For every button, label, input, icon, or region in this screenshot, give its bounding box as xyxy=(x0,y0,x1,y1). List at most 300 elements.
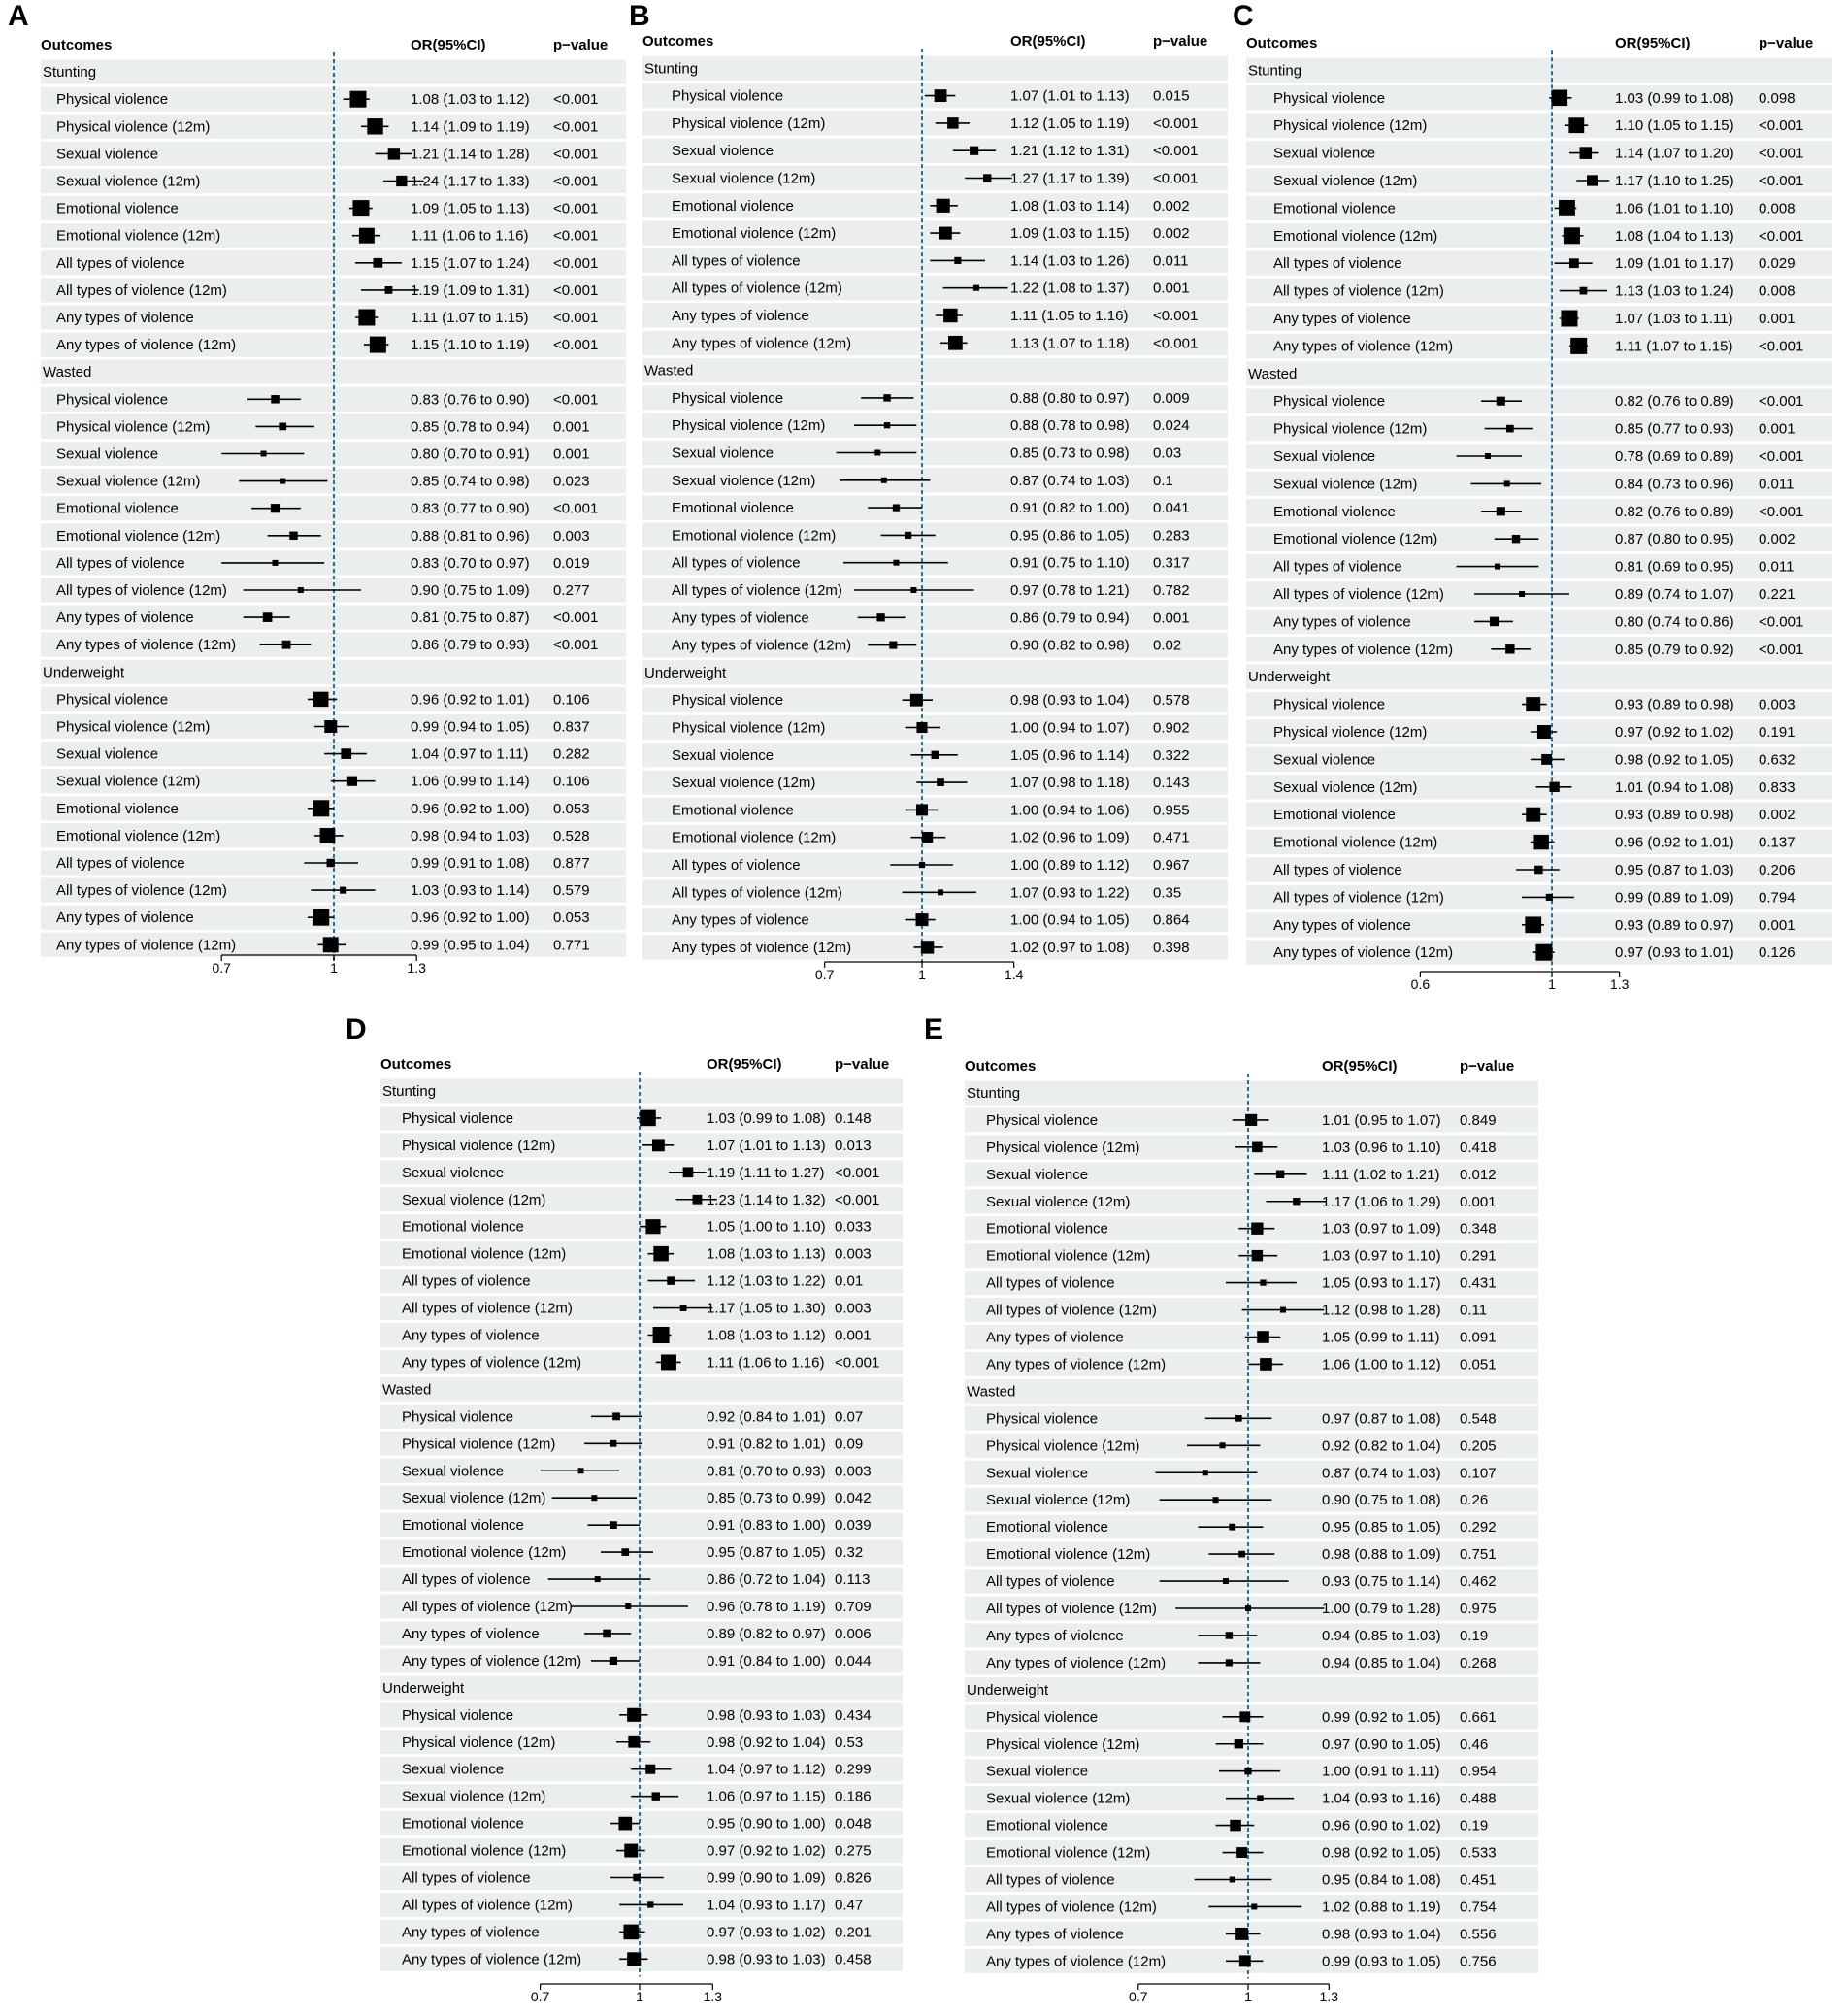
p-value-text: 0.001 xyxy=(553,418,590,436)
outcome-label: All types of violence xyxy=(672,554,801,572)
or-ci-text: 0.98 (0.94 to 1.03) xyxy=(411,827,530,844)
or-marker xyxy=(1559,200,1575,216)
outcome-label: Any types of violence xyxy=(986,1926,1124,1943)
or-ci-text: 1.08 (1.03 to 1.12) xyxy=(411,91,530,109)
row-stripe xyxy=(965,1379,1538,1404)
outcome-label: Physical violence (12m) xyxy=(402,1734,556,1751)
outcome-label: Emotional violence (12m) xyxy=(402,1544,567,1562)
or-ci-text: 1.17 (1.10 to 1.25) xyxy=(1615,173,1734,189)
or-ci-text: 0.94 (0.85 to 1.04) xyxy=(1322,1654,1441,1671)
outcome-label: Physical violence xyxy=(986,1708,1099,1726)
or-marker xyxy=(905,532,911,539)
p-value-text: 0.106 xyxy=(553,691,590,709)
or-ci-text: 1.11 (1.05 to 1.16) xyxy=(1010,308,1129,324)
or-ci-text: 1.03 (0.97 to 1.09) xyxy=(1322,1220,1441,1238)
p-value-text: <0.001 xyxy=(553,637,599,654)
outcome-label: Physical violence xyxy=(1273,696,1386,713)
or-marker xyxy=(915,913,928,926)
or-ci-text: 0.98 (0.93 to 1.04) xyxy=(1322,1926,1441,1943)
or-ci-text: 0.98 (0.93 to 1.03) xyxy=(707,1706,826,1724)
or-marker xyxy=(1235,1415,1242,1422)
p-value-text: 0.006 xyxy=(835,1625,872,1642)
outcome-label: Emotional violence xyxy=(672,197,794,215)
p-value-text: 0.205 xyxy=(1460,1438,1497,1455)
group-label: Stunting xyxy=(43,64,97,82)
p-value-text: <0.001 xyxy=(1153,115,1199,132)
or-marker xyxy=(1490,617,1499,627)
or-ci-text: 1.02 (0.88 to 1.19) xyxy=(1322,1899,1441,1916)
col-header-outcomes: Outcomes xyxy=(965,1058,1037,1074)
p-value-text: 0.013 xyxy=(835,1137,872,1154)
or-ci-text: 0.81 (0.75 to 0.87) xyxy=(411,610,530,627)
or-marker xyxy=(1260,1279,1266,1285)
or-marker xyxy=(893,504,900,511)
outcome-label: All types of violence xyxy=(986,1274,1115,1292)
p-value-text: 0.954 xyxy=(1460,1763,1497,1780)
p-value-text: 0.09 xyxy=(835,1436,864,1453)
or-marker xyxy=(1252,1142,1263,1153)
p-value-text: <0.001 xyxy=(1759,448,1804,465)
row-stripe xyxy=(642,358,1228,382)
or-ci-text: 1.03 (0.97 to 1.10) xyxy=(1322,1247,1441,1265)
outcome-label: Sexual violence (12m) xyxy=(402,1788,546,1805)
or-ci-text: 0.85 (0.74 to 0.98) xyxy=(411,473,530,490)
outcome-label: Any types of violence xyxy=(1273,613,1411,631)
or-marker xyxy=(1245,1605,1251,1611)
p-value-text: 0.053 xyxy=(553,909,590,927)
outcome-label: Physical violence (12m) xyxy=(56,118,211,136)
p-value-text: 0.098 xyxy=(1759,89,1796,107)
p-value-text: 0.106 xyxy=(553,773,590,790)
or-marker xyxy=(935,89,947,102)
row-stripe xyxy=(965,1080,1538,1105)
p-value-text: 0.782 xyxy=(1153,582,1190,599)
p-value-text: 0.794 xyxy=(1759,889,1796,907)
or-ci-text: 1.08 (1.03 to 1.14) xyxy=(1010,197,1130,215)
p-value-text: 0.291 xyxy=(1460,1247,1497,1265)
col-header-p: p−value xyxy=(1759,35,1814,51)
outcome-label: Physical violence (12m) xyxy=(1273,420,1428,438)
outcome-label: Physical violence (12m) xyxy=(56,718,211,736)
or-ci-text: 0.80 (0.70 to 0.91) xyxy=(411,446,530,463)
or-ci-text: 0.88 (0.80 to 0.97) xyxy=(1010,389,1130,407)
p-value-text: 0.201 xyxy=(835,1924,872,1941)
p-value-text: <0.001 xyxy=(1759,173,1804,189)
outcome-label: All types of violence (12m) xyxy=(56,882,227,900)
or-marker xyxy=(1570,338,1587,354)
outcome-label: Sexual violence (12m) xyxy=(1273,173,1418,189)
p-value-text: 0.001 xyxy=(553,446,590,463)
p-value-text: 0.431 xyxy=(1460,1274,1497,1292)
x-axis-tick-label: 0.6 xyxy=(1410,976,1431,992)
or-marker xyxy=(1252,1250,1263,1261)
p-value-text: 0.003 xyxy=(835,1300,872,1317)
p-value-text: 0.837 xyxy=(553,718,590,736)
or-ci-text: 0.93 (0.89 to 0.98) xyxy=(1615,696,1734,713)
p-value-text: <0.001 xyxy=(553,500,599,517)
or-ci-text: 1.03 (0.99 to 1.08) xyxy=(1615,89,1734,107)
outcome-label: Any types of violence xyxy=(986,1627,1124,1644)
x-axis-tick-label: 1.4 xyxy=(1004,967,1024,982)
p-value-text: <0.001 xyxy=(553,310,599,326)
or-ci-text: 0.93 (0.89 to 0.98) xyxy=(1615,807,1734,824)
p-value-text: 0.011 xyxy=(1153,252,1189,270)
outcome-label: Any types of violence (12m) xyxy=(986,1953,1167,1970)
p-value-text: 0.292 xyxy=(1460,1519,1497,1537)
outcome-label: All types of violence (12m) xyxy=(672,884,842,902)
or-marker xyxy=(1525,916,1541,933)
or-ci-text: 0.99 (0.89 to 1.09) xyxy=(1615,889,1734,907)
p-value-text: 0.024 xyxy=(1153,417,1190,435)
p-value-text: 0.275 xyxy=(835,1842,872,1860)
or-ci-text: 0.91 (0.82 to 1.00) xyxy=(1010,500,1130,517)
group-label: Underweight xyxy=(382,1679,465,1697)
p-value-text: 0.001 xyxy=(835,1327,872,1344)
or-ci-text: 0.85 (0.73 to 0.98) xyxy=(1010,445,1130,462)
col-header-or: OR(95%CI) xyxy=(707,1056,782,1073)
or-ci-text: 1.17 (1.05 to 1.30) xyxy=(707,1300,826,1317)
or-ci-text: 1.05 (0.99 to 1.11) xyxy=(1322,1329,1440,1346)
p-value-text: 0.008 xyxy=(1759,200,1796,217)
p-value-text: 0.556 xyxy=(1460,1926,1497,1943)
or-marker xyxy=(1549,782,1559,792)
or-ci-text: 1.11 (1.07 to 1.15) xyxy=(1615,338,1733,355)
outcome-label: Physical violence xyxy=(402,1408,514,1426)
p-value-text: 0.148 xyxy=(835,1109,872,1127)
or-marker xyxy=(922,832,933,843)
or-marker xyxy=(1230,1820,1241,1832)
or-marker xyxy=(1235,1928,1248,1940)
outcome-label: All types of violence xyxy=(56,254,185,272)
or-ci-text: 1.00 (0.94 to 1.07) xyxy=(1010,719,1130,737)
or-ci-text: 1.09 (1.01 to 1.17) xyxy=(1615,255,1734,273)
or-marker xyxy=(680,1305,687,1311)
or-ci-text: 0.98 (0.92 to 1.05) xyxy=(1615,751,1734,769)
or-ci-text: 0.85 (0.78 to 0.94) xyxy=(411,418,530,436)
outcome-label: Any types of violence xyxy=(56,310,194,326)
p-value-text: 0.579 xyxy=(553,882,590,900)
outcome-label: Physical violence (12m) xyxy=(1273,117,1428,135)
or-ci-text: 1.05 (0.93 to 1.17) xyxy=(1322,1274,1441,1292)
or-ci-text: 1.04 (0.97 to 1.12) xyxy=(707,1761,826,1778)
col-header-or: OR(95%CI) xyxy=(1615,35,1691,51)
or-marker xyxy=(313,909,329,926)
p-value-text: <0.001 xyxy=(553,281,599,299)
outcome-label: Physical violence (12m) xyxy=(1273,724,1428,741)
or-marker xyxy=(349,91,366,108)
or-marker xyxy=(273,560,279,566)
p-value-text: <0.001 xyxy=(1759,145,1804,162)
outcome-label: Emotional violence xyxy=(402,1218,524,1236)
p-value-text: 0.033 xyxy=(835,1218,872,1236)
outcome-label: Physical violence (12m) xyxy=(672,719,826,737)
or-marker xyxy=(939,227,952,240)
or-marker xyxy=(1280,1307,1286,1313)
or-marker xyxy=(618,1817,632,1831)
p-value-text: 0.283 xyxy=(1153,527,1190,545)
or-marker xyxy=(1213,1497,1219,1503)
p-value-text: 0.35 xyxy=(1153,884,1182,902)
or-ci-text: 0.95 (0.84 to 1.08) xyxy=(1322,1871,1441,1889)
group-label: Wasted xyxy=(382,1381,432,1399)
p-value-text: 0.418 xyxy=(1460,1139,1497,1156)
p-value-text: <0.001 xyxy=(1153,170,1199,187)
or-marker xyxy=(373,258,382,268)
p-value-text: <0.001 xyxy=(1759,503,1804,520)
or-ci-text: 1.03 (0.99 to 1.08) xyxy=(707,1109,826,1127)
col-header-p: p−value xyxy=(1153,33,1208,50)
or-ci-text: 0.98 (0.88 to 1.09) xyxy=(1322,1546,1441,1564)
outcome-label: Sexual violence (12m) xyxy=(672,775,816,792)
or-ci-text: 0.85 (0.73 to 0.99) xyxy=(707,1490,826,1507)
outcome-label: Sexual violence xyxy=(402,1463,505,1480)
outcome-label: Sexual violence (12m) xyxy=(56,173,201,190)
outcome-label: Physical violence (12m) xyxy=(56,418,211,436)
outcome-label: Sexual violence (12m) xyxy=(56,473,201,490)
or-ci-text: 0.99 (0.90 to 1.09) xyxy=(707,1869,826,1887)
or-marker xyxy=(1203,1470,1208,1475)
or-ci-text: 1.17 (1.06 to 1.29) xyxy=(1322,1193,1441,1210)
p-value-text: 0.709 xyxy=(835,1599,872,1615)
or-marker xyxy=(1526,808,1540,822)
p-value-text: 0.011 xyxy=(1759,476,1795,493)
or-marker xyxy=(1257,1331,1269,1343)
or-ci-text: 0.88 (0.78 to 0.98) xyxy=(1010,417,1130,435)
p-value-text: <0.001 xyxy=(1759,613,1804,631)
outcome-label: Any types of violence xyxy=(672,308,809,324)
p-value-text: 0.451 xyxy=(1460,1871,1497,1889)
p-value-text: 0.11 xyxy=(1460,1302,1488,1319)
or-marker xyxy=(289,532,297,540)
or-ci-text: 1.13 (1.07 to 1.18) xyxy=(1010,335,1130,352)
outcome-label: Physical violence (12m) xyxy=(402,1137,556,1154)
p-value-text: 0.03 xyxy=(1153,445,1182,462)
or-marker xyxy=(612,1412,620,1420)
or-ci-text: 1.11 (1.06 to 1.16) xyxy=(411,227,529,245)
group-label: Stunting xyxy=(644,60,699,78)
or-marker xyxy=(624,1844,638,1858)
or-ci-text: 0.95 (0.87 to 1.03) xyxy=(1615,862,1734,878)
p-value-text: 0.041 xyxy=(1153,500,1190,517)
panel-letter: E xyxy=(924,1013,944,1045)
or-ci-text: 0.84 (0.73 to 0.96) xyxy=(1615,476,1734,493)
outcome-label: Emotional violence (12m) xyxy=(672,527,837,545)
outcome-label: Any types of violence xyxy=(672,610,809,627)
or-ci-text: 1.14 (1.09 to 1.19) xyxy=(411,118,530,136)
outcome-label: Physical violence xyxy=(402,1109,514,1127)
or-marker xyxy=(881,478,887,483)
or-marker xyxy=(1541,754,1552,765)
outcome-label: All types of violence (12m) xyxy=(56,582,227,599)
or-ci-text: 0.96 (0.92 to 1.00) xyxy=(411,909,530,927)
col-header-or: OR(95%CI) xyxy=(411,37,486,53)
or-marker xyxy=(1220,1442,1226,1448)
or-ci-text: 1.15 (1.07 to 1.24) xyxy=(411,254,530,272)
or-ci-text: 0.96 (0.90 to 1.02) xyxy=(1322,1817,1441,1834)
outcome-label: Physical violence (12m) xyxy=(672,417,826,435)
outcome-label: Emotional violence xyxy=(56,800,179,817)
or-marker xyxy=(1587,175,1598,185)
outcome-label: Emotional violence xyxy=(56,500,179,517)
or-ci-text: 0.95 (0.90 to 1.00) xyxy=(707,1815,826,1833)
p-value-text: 0.002 xyxy=(1153,197,1190,215)
outcome-label: All types of violence xyxy=(402,1571,531,1589)
or-ci-text: 1.08 (1.03 to 1.13) xyxy=(707,1245,826,1263)
or-marker xyxy=(1239,1955,1251,1966)
col-header-outcomes: Outcomes xyxy=(1246,35,1318,51)
x-axis-tick-label: 1.3 xyxy=(1609,976,1630,992)
p-value-text: 0.002 xyxy=(1153,225,1190,243)
outcome-label: Emotional violence (12m) xyxy=(986,1844,1151,1862)
outcome-label: Emotional violence xyxy=(56,200,179,217)
or-marker xyxy=(921,941,934,953)
outcome-label: Physical violence (12m) xyxy=(986,1735,1140,1753)
or-marker xyxy=(1512,535,1520,543)
or-marker xyxy=(1526,697,1540,711)
p-value-text: 0.053 xyxy=(553,800,590,817)
or-marker xyxy=(937,778,944,786)
or-marker xyxy=(313,800,329,816)
or-marker xyxy=(932,751,939,759)
or-marker xyxy=(874,450,880,456)
or-marker xyxy=(919,862,925,868)
or-marker xyxy=(603,1630,611,1638)
or-marker xyxy=(1226,1632,1233,1638)
outcome-label: Emotional violence (12m) xyxy=(1273,531,1438,548)
p-value-text: 0.877 xyxy=(553,855,590,872)
or-ci-text: 1.07 (0.98 to 1.18) xyxy=(1010,775,1130,792)
or-marker xyxy=(970,147,978,155)
outcome-label: All types of violence xyxy=(986,1573,1115,1591)
or-ci-text: 0.97 (0.93 to 1.02) xyxy=(707,1924,826,1941)
or-ci-text: 1.22 (1.08 to 1.37) xyxy=(1010,280,1130,297)
outcome-label: Any types of violence (12m) xyxy=(56,937,237,954)
row-stripe xyxy=(380,1377,903,1402)
outcome-label: Any types of violence (12m) xyxy=(672,335,852,352)
p-value-text: 0.044 xyxy=(835,1652,872,1669)
or-ci-text: 0.91 (0.84 to 1.00) xyxy=(707,1652,826,1669)
outcome-label: Emotional violence xyxy=(672,802,794,819)
or-ci-text: 0.98 (0.92 to 1.05) xyxy=(1322,1844,1441,1862)
or-ci-text: 1.00 (0.91 to 1.11) xyxy=(1322,1763,1440,1780)
or-marker xyxy=(327,859,335,867)
or-marker xyxy=(1546,894,1553,901)
p-value-text: 0.023 xyxy=(553,473,590,490)
p-value-text: 0.001 xyxy=(1153,280,1190,297)
or-marker xyxy=(341,748,351,759)
or-ci-text: 1.11 (1.02 to 1.21) xyxy=(1322,1166,1440,1183)
row-stripe xyxy=(642,56,1228,81)
or-ci-text: 1.06 (0.97 to 1.15) xyxy=(707,1788,826,1805)
group-label: Wasted xyxy=(644,362,694,380)
or-ci-text: 1.11 (1.06 to 1.16) xyxy=(707,1354,825,1372)
or-ci-text: 0.91 (0.83 to 1.00) xyxy=(707,1517,826,1535)
or-marker xyxy=(628,1736,640,1748)
or-ci-text: 1.05 (1.00 to 1.10) xyxy=(707,1218,826,1236)
or-ci-text: 1.21 (1.12 to 1.31) xyxy=(1010,143,1130,160)
outcome-label: All types of violence xyxy=(1273,862,1402,878)
or-marker xyxy=(661,1354,676,1370)
outcome-label: Any types of violence xyxy=(402,1625,540,1642)
or-ci-text: 1.21 (1.14 to 1.28) xyxy=(411,146,530,163)
outcome-label: Physical violence (12m) xyxy=(986,1139,1140,1156)
col-header-outcomes: Outcomes xyxy=(380,1056,452,1073)
or-ci-text: 1.00 (0.94 to 1.06) xyxy=(1010,802,1130,819)
or-ci-text: 1.06 (1.01 to 1.10) xyxy=(1615,200,1734,217)
p-value-text: 0.039 xyxy=(835,1517,872,1535)
outcome-label: Sexual violence xyxy=(986,1465,1089,1482)
or-ci-text: 0.86 (0.72 to 1.04) xyxy=(707,1571,826,1589)
outcome-label: Emotional violence (12m) xyxy=(402,1245,567,1263)
or-marker xyxy=(645,1765,655,1774)
or-ci-text: 0.91 (0.75 to 1.10) xyxy=(1010,554,1130,572)
p-value-text: 0.012 xyxy=(1460,1166,1497,1183)
outcome-label: Any types of violence xyxy=(402,1327,540,1344)
outcome-label: All types of violence (12m) xyxy=(986,1899,1157,1916)
or-marker xyxy=(876,613,884,621)
or-marker xyxy=(1257,1795,1264,1801)
or-marker xyxy=(578,1468,584,1473)
outcome-label: Emotional violence (12m) xyxy=(402,1842,567,1860)
p-value-text: <0.001 xyxy=(553,173,599,190)
or-marker xyxy=(651,1792,659,1800)
p-value-text: 0.528 xyxy=(553,827,590,844)
p-value-text: 0.268 xyxy=(1460,1654,1497,1671)
p-value-text: 0.206 xyxy=(1759,862,1796,878)
or-marker xyxy=(1239,1711,1250,1722)
outcome-label: All types of violence xyxy=(56,554,185,572)
or-ci-text: 0.81 (0.70 to 0.93) xyxy=(707,1463,826,1480)
outcome-label: Sexual violence (12m) xyxy=(986,1492,1131,1509)
p-value-text: 0.1 xyxy=(1153,472,1173,489)
p-value-text: <0.001 xyxy=(553,254,599,272)
p-value-text: <0.001 xyxy=(1153,335,1199,352)
or-marker xyxy=(352,200,369,216)
outcome-label: Emotional violence (12m) xyxy=(56,827,221,844)
outcome-label: Sexual violence xyxy=(986,1166,1089,1183)
row-stripe xyxy=(1246,58,1832,83)
or-marker xyxy=(1244,1768,1251,1774)
row-stripe xyxy=(642,660,1228,684)
or-marker xyxy=(683,1167,694,1177)
or-ci-text: 0.81 (0.69 to 0.95) xyxy=(1615,558,1734,576)
outcome-label: Emotional violence xyxy=(672,500,794,517)
or-marker xyxy=(1533,835,1548,849)
outcome-label: Emotional violence (12m) xyxy=(1273,227,1438,245)
or-marker xyxy=(367,118,382,134)
p-value-text: 0.091 xyxy=(1460,1329,1497,1346)
or-ci-text: 0.98 (0.93 to 1.04) xyxy=(1010,692,1130,710)
outcome-label: Emotional violence xyxy=(986,1519,1108,1537)
outcome-label: Sexual violence (12m) xyxy=(672,170,816,187)
outcome-label: Emotional violence (12m) xyxy=(1273,834,1438,851)
or-ci-text: 1.08 (1.04 to 1.13) xyxy=(1615,227,1734,245)
or-marker xyxy=(1564,227,1580,244)
p-value-text: 0.849 xyxy=(1460,1111,1497,1129)
col-header-p: p−value xyxy=(835,1056,890,1073)
p-value-text: 0.53 xyxy=(835,1734,864,1751)
or-ci-text: 1.27 (1.17 to 1.39) xyxy=(1010,170,1130,187)
or-ci-text: 0.87 (0.74 to 1.03) xyxy=(1010,472,1130,489)
group-label: Underweight xyxy=(967,1681,1049,1699)
p-value-text: 0.113 xyxy=(835,1571,871,1589)
p-value-text: <0.001 xyxy=(553,118,599,136)
or-marker xyxy=(1580,287,1588,295)
or-marker xyxy=(883,394,890,401)
or-ci-text: 1.14 (1.03 to 1.26) xyxy=(1010,252,1130,270)
p-value-text: 0.019 xyxy=(553,554,590,572)
or-ci-text: 1.07 (1.01 to 1.13) xyxy=(707,1137,826,1154)
